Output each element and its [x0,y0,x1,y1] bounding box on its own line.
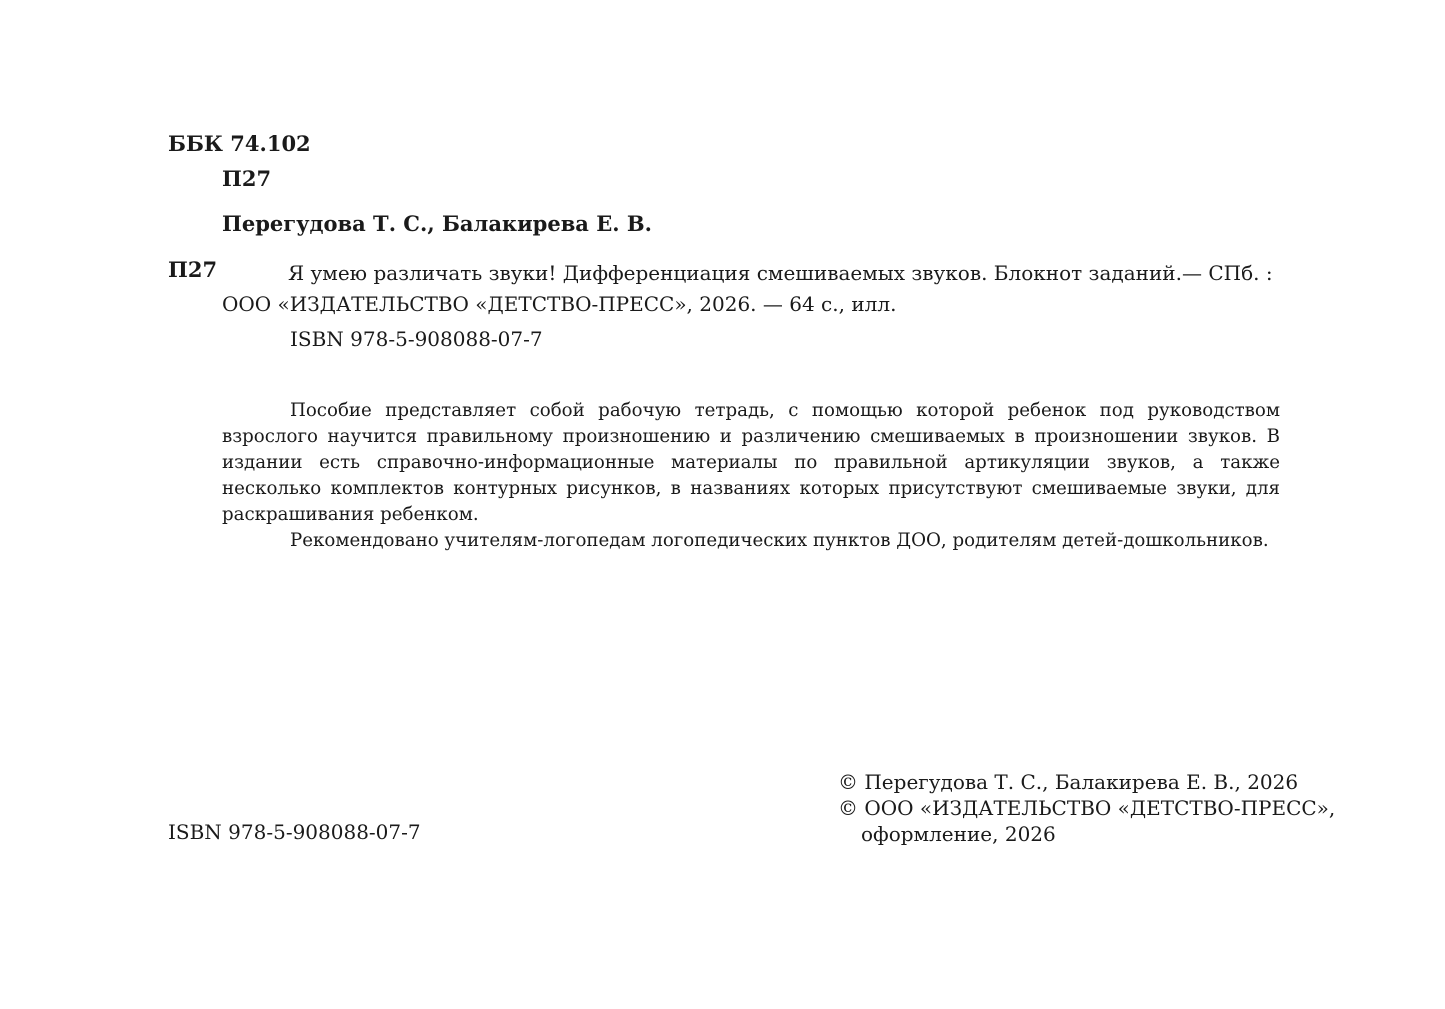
abstract [222,398,1280,554]
copyright-authors: © Перегудова Т. С., Балакирева Е. В., 2026 [838,770,1299,794]
isbn-record: ISBN 978-5-908088-07-7 [290,327,543,351]
author-mark-top: П27 [222,166,272,191]
copyright-publisher: © ООО «ИЗДАТЕЛЬСТВО «ДЕТСТВО-ПРЕСС», [838,796,1336,820]
copyright-design: оформление, 2026 [861,822,1056,846]
recommendation-paragraph: Рекомендовано учителям-логопедам логопедических пунктов ДОО, родителям детей-дошкольников. [290,530,1269,551]
isbn-footer: ISBN 978-5-908088-07-7 [168,820,421,844]
authors-heading: Перегудова Т. С., Балакирева Е. В. [222,211,652,236]
bbk-code: ББК 74.102 [168,131,311,156]
abstract-paragraph: Пособие представляет собой рабочую тетрадь, с помощью которой ребенок под руководством взрослого научится правильному произношению и различению смешиваемых в произношении звуков. В издании есть справочно-информационные материалы по правильной артикуляции звуков, а также несколько комплектов контурных рисунков, в названиях которых присутствуют смешиваемые звуки, для раскрашивания ребенком. [222,400,1280,525]
biblio-publisher-line: ООО «ИЗДАТЕЛЬСТВО «ДЕТСТВО-ПРЕСС», 2026. — 64 с., илл. [222,292,897,316]
copyright-block [838,769,1335,847]
biblio-title-line: Я умею различать звуки! Дифференциация смешиваемых звуков. Блокнот заданий.— СПб. : [288,261,1273,285]
bibliographic-record [222,258,1280,320]
author-mark-side: П27 [168,257,218,282]
